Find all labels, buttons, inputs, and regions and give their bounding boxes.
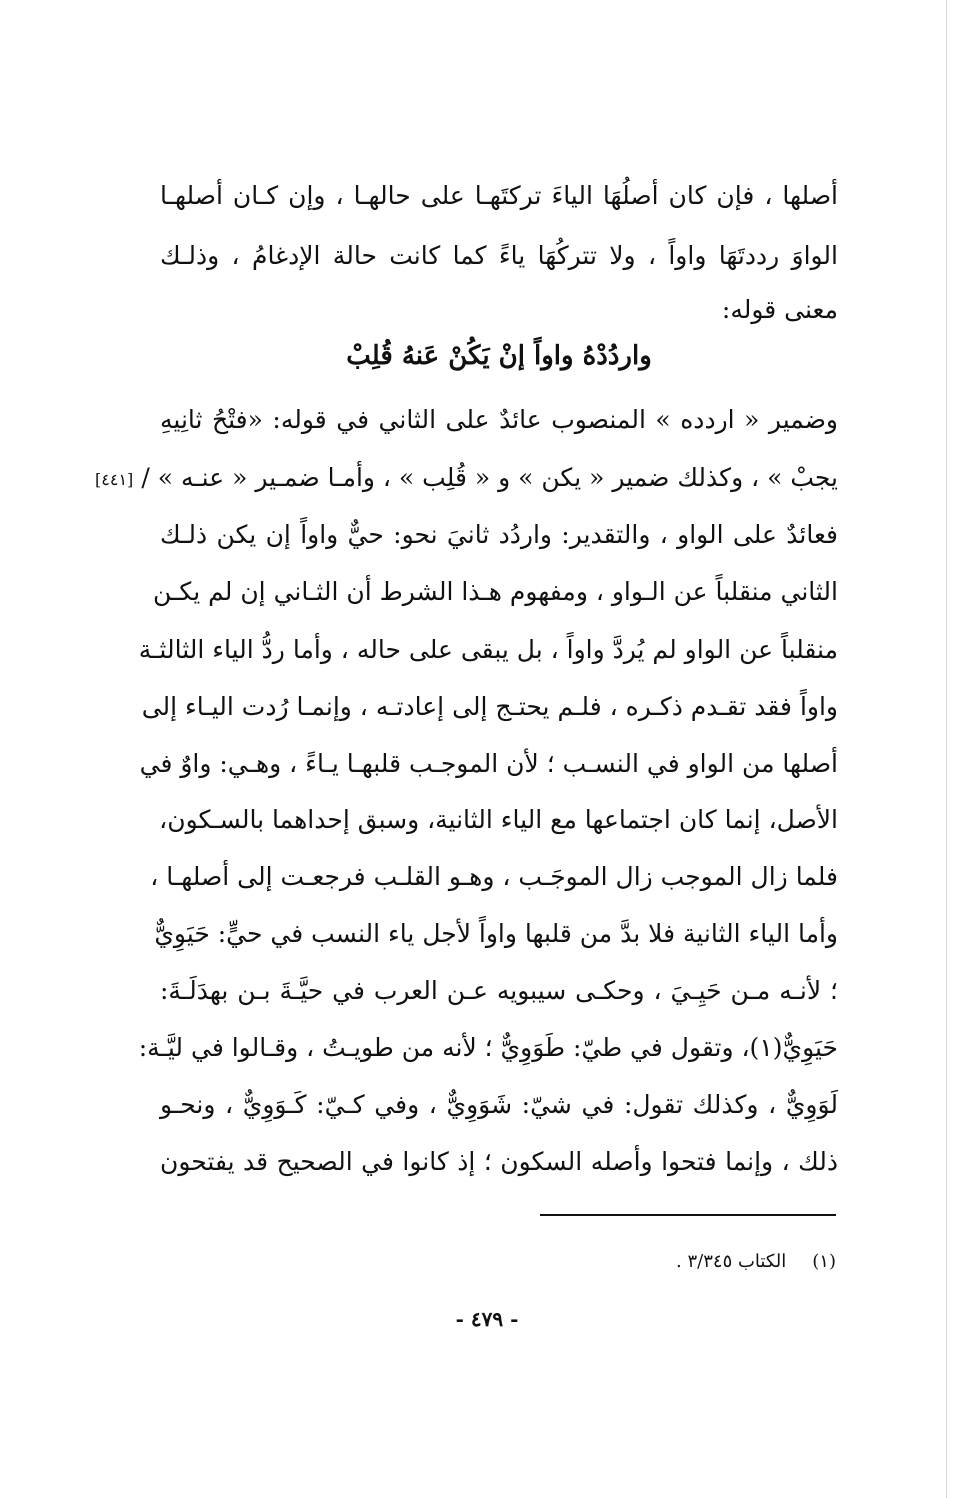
- text-line: معنى قوله:: [721, 295, 838, 324]
- text-line: أصلها ، فإن كان أصلُهَا الياءَ تركتَهـا على حالهـا ، وإن كـان أصلهـا: [160, 181, 838, 210]
- text-line: فلما زال الموجب زال الموجَـب ، وهـو القلـب فرجعـت إلى أصلهـا ،: [150, 862, 838, 891]
- text-line: واواً فقد تقـدم ذكـره ، فلـم يحتـج إلى إعادتـه ، وإنمـا رُدت اليـاء إلى: [141, 692, 838, 721]
- verse-line: واردُدْهُ واواً إنْ يَكُنْ عَنهُ قُلِبْ: [346, 341, 652, 371]
- text-line: حَيَوِيٌّ(١)، وتقول في طيّ: طَوَوِيٌّ ؛ لأنه من طويـتُ ، وقـالوا في ليَّـة:: [138, 1033, 838, 1062]
- page-number: - ٤٧٩ -: [455, 1307, 519, 1331]
- footnote-separator: [540, 1214, 836, 1216]
- text-line: لَوَوِيٌّ ، وكذلك تقول: في شيّ: شَوَوِيٌّ ، وفي كـيّ: كَـوَوِيٌّ ، ونحـو: [160, 1090, 838, 1119]
- text-line: الأصل، إنما كان اجتماعها مع الياء الثانية، وسبق إحداهما بالسـكون،: [159, 805, 838, 834]
- text-line: أصلها من الواو في النسـب ؛ لأن الموجـب قلبهـا يـاءً ، وهـي: واوٌ في: [139, 749, 838, 778]
- text-line: ؛ لأنـه مـن حَيِـيَ ، وحكـى سيبويه عـن العرب في حيَّـةَ بـن بهدَلَـةَ:: [160, 976, 838, 1005]
- footnote-number: (١): [812, 1251, 836, 1272]
- text-line: ذلك ، وإنما فتحوا وأصله السكون ؛ إذ كانوا في الصحيح قد يفتحون: [160, 1147, 838, 1176]
- text-line: الواوَ رددتَهَا واواً ، ولا تتركُهَا ياءً كما كانت حالة الإدغامُ ، وذلـك: [160, 241, 838, 270]
- text-line: منقلباً عن الواو لم يُردَّ واواً ، بل يبقى على حاله ، وأما ردُّ الياء الثالثـة: [138, 635, 838, 664]
- margin-page-reference: [٤٤١]: [95, 470, 134, 489]
- footnote-text: الكتاب ٣/٣٤٥ .: [676, 1251, 787, 1272]
- text-line: وضمير « اردده » المنصوب عائدٌ على الثاني في قوله: «فتْحُ ثانِيهِ: [160, 405, 838, 434]
- footnote: [560, 1248, 836, 1276]
- page-edge-line: [946, 0, 947, 1498]
- text-line: الثاني منقلباً عن الـواو ، ومفهوم هـذا الشرط أن الثـاني إن لم يكـن: [153, 577, 838, 606]
- text-line: فعائدٌ على الواو ، والتقدير: واردُد ثانيَ نحو: حيٌّ واواً إن يكن ذلـك: [160, 520, 838, 549]
- text-line: وأما الياء الثانية فلا بدَّ من قلبها واواً لأجل ياء النسب في حيٍّ: حَيَوِيٌّ: [154, 919, 838, 948]
- text-line: يجبْ » ، وكذلك ضمير « يكن » و « قُلِب » ، وأمـا ضمـير « عنـه » /: [141, 463, 838, 492]
